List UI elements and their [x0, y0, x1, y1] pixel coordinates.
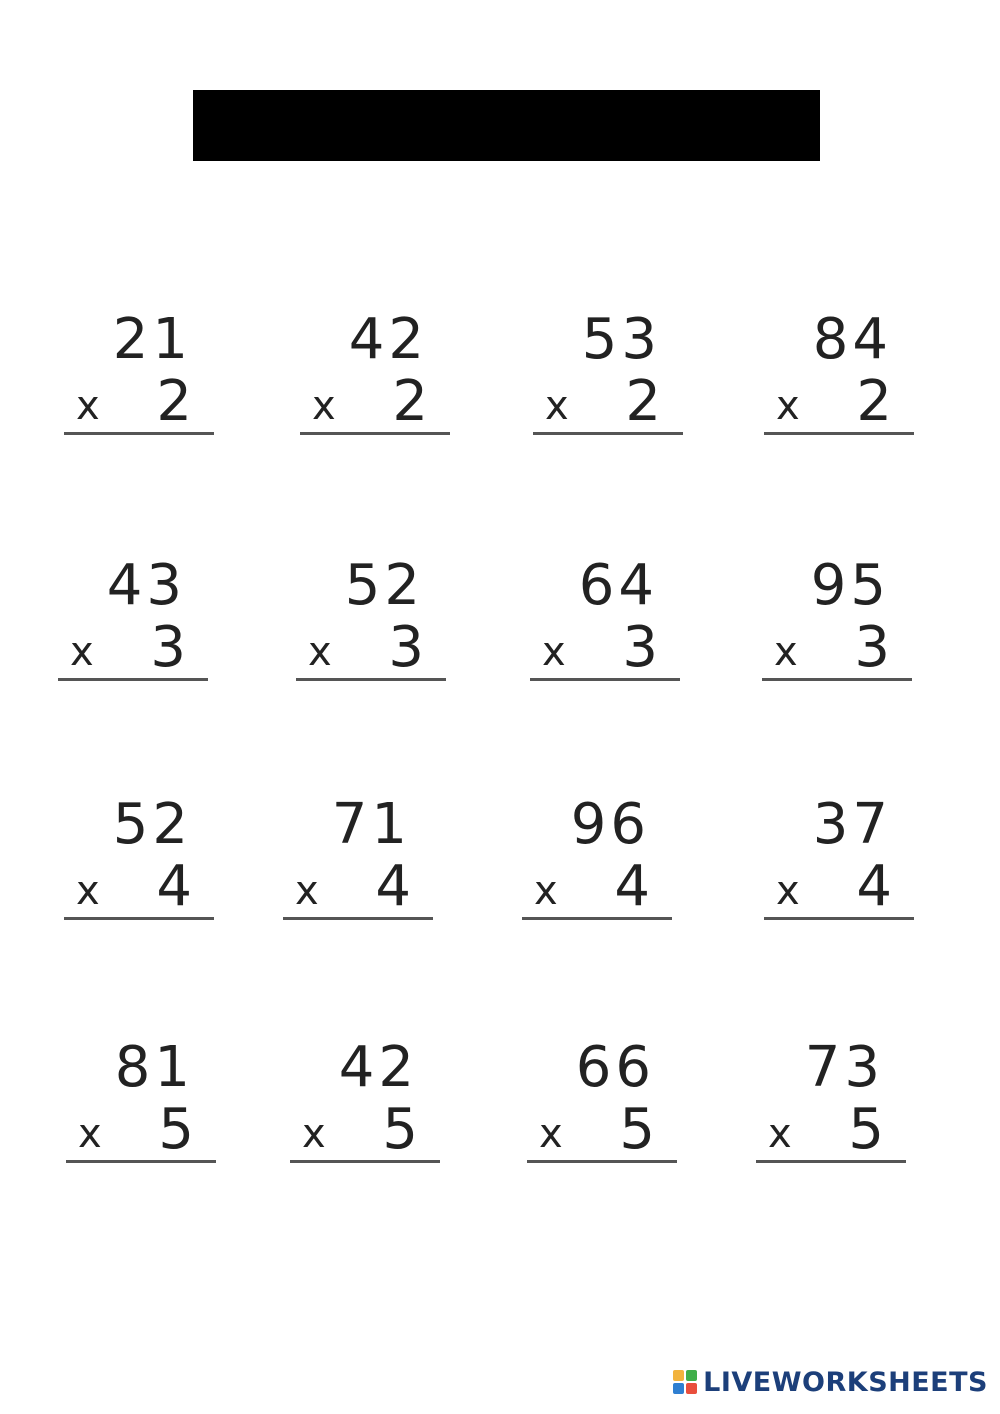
- multiplicand: 21: [112, 307, 192, 372]
- problem-4-3: [527, 1035, 677, 1168]
- times-sign: x: [76, 383, 100, 429]
- answer-line: [764, 432, 914, 435]
- answer-line: [530, 678, 680, 681]
- multiplier: 4: [375, 854, 411, 919]
- multiplicand: 42: [348, 307, 428, 372]
- problem-1-4: [764, 307, 914, 440]
- problem-4-4: [756, 1035, 906, 1168]
- problem-2-4: [762, 553, 912, 686]
- multiplier: 3: [622, 615, 658, 680]
- multiplicand: 84: [812, 307, 892, 372]
- problem-3-4: [764, 792, 914, 925]
- times-sign: x: [70, 629, 94, 675]
- multiplier: 3: [388, 615, 424, 680]
- multiplier: 2: [392, 369, 428, 434]
- multiplicand: 66: [575, 1035, 655, 1100]
- multiplier: 5: [619, 1097, 655, 1162]
- multiplier: 3: [150, 615, 186, 680]
- multiplicand: 52: [344, 553, 424, 618]
- multiplier: 2: [625, 369, 661, 434]
- times-sign: x: [774, 629, 798, 675]
- times-sign: x: [302, 1111, 326, 1157]
- times-sign: x: [542, 629, 566, 675]
- answer-line: [527, 1160, 677, 1163]
- answer-line: [58, 678, 208, 681]
- times-sign: x: [76, 868, 100, 914]
- watermark-text: LIVEWORKSHEETS: [703, 1366, 988, 1398]
- multiplier: 4: [614, 854, 650, 919]
- answer-line: [756, 1160, 906, 1163]
- problem-1-1: [64, 307, 214, 440]
- answer-line: [522, 917, 672, 920]
- liveworksheets-watermark: [673, 1364, 988, 1400]
- times-sign: x: [308, 629, 332, 675]
- multiplier: 3: [854, 615, 890, 680]
- multiplicand: 64: [578, 553, 658, 618]
- problem-3-3: [522, 792, 672, 925]
- liveworksheets-logo-icon: [673, 1370, 697, 1394]
- answer-line: [283, 917, 433, 920]
- multiplicand: 43: [106, 553, 186, 618]
- times-sign: x: [545, 383, 569, 429]
- problem-1-2: [300, 307, 450, 440]
- answer-line: [64, 432, 214, 435]
- problem-2-1: [58, 553, 208, 686]
- multiplicand: 81: [114, 1035, 194, 1100]
- times-sign: x: [534, 868, 558, 914]
- problem-1-3: [533, 307, 683, 440]
- answer-line: [300, 432, 450, 435]
- answer-line: [296, 678, 446, 681]
- times-sign: x: [312, 383, 336, 429]
- multiplicand: 96: [570, 792, 650, 857]
- multiplicand: 42: [338, 1035, 418, 1100]
- problem-4-2: [290, 1035, 440, 1168]
- multiplier: 2: [156, 369, 192, 434]
- times-sign: x: [539, 1111, 563, 1157]
- answer-line: [764, 917, 914, 920]
- problem-2-3: [530, 553, 680, 686]
- multiplier: 4: [856, 854, 892, 919]
- times-sign: x: [295, 868, 319, 914]
- multiplier: 5: [158, 1097, 194, 1162]
- answer-line: [66, 1160, 216, 1163]
- multiplicand: 52: [112, 792, 192, 857]
- problem-2-2: [296, 553, 446, 686]
- times-sign: x: [776, 383, 800, 429]
- multiplicand: 73: [804, 1035, 884, 1100]
- answer-line: [64, 917, 214, 920]
- answer-line: [290, 1160, 440, 1163]
- times-sign: x: [776, 868, 800, 914]
- problem-3-2: [283, 792, 433, 925]
- times-sign: x: [768, 1111, 792, 1157]
- multiplicand: 37: [812, 792, 892, 857]
- problem-3-1: [64, 792, 214, 925]
- multiplier: 2: [856, 369, 892, 434]
- multiplier: 5: [848, 1097, 884, 1162]
- answer-line: [533, 432, 683, 435]
- times-sign: x: [78, 1111, 102, 1157]
- multiplicand: 95: [810, 553, 890, 618]
- multiplicand: 53: [581, 307, 661, 372]
- multiplier: 4: [156, 854, 192, 919]
- multiplier: 5: [382, 1097, 418, 1162]
- multiplicand: 71: [331, 792, 411, 857]
- answer-line: [762, 678, 912, 681]
- problem-4-1: [66, 1035, 216, 1168]
- redacted-title-bar: [193, 90, 820, 161]
